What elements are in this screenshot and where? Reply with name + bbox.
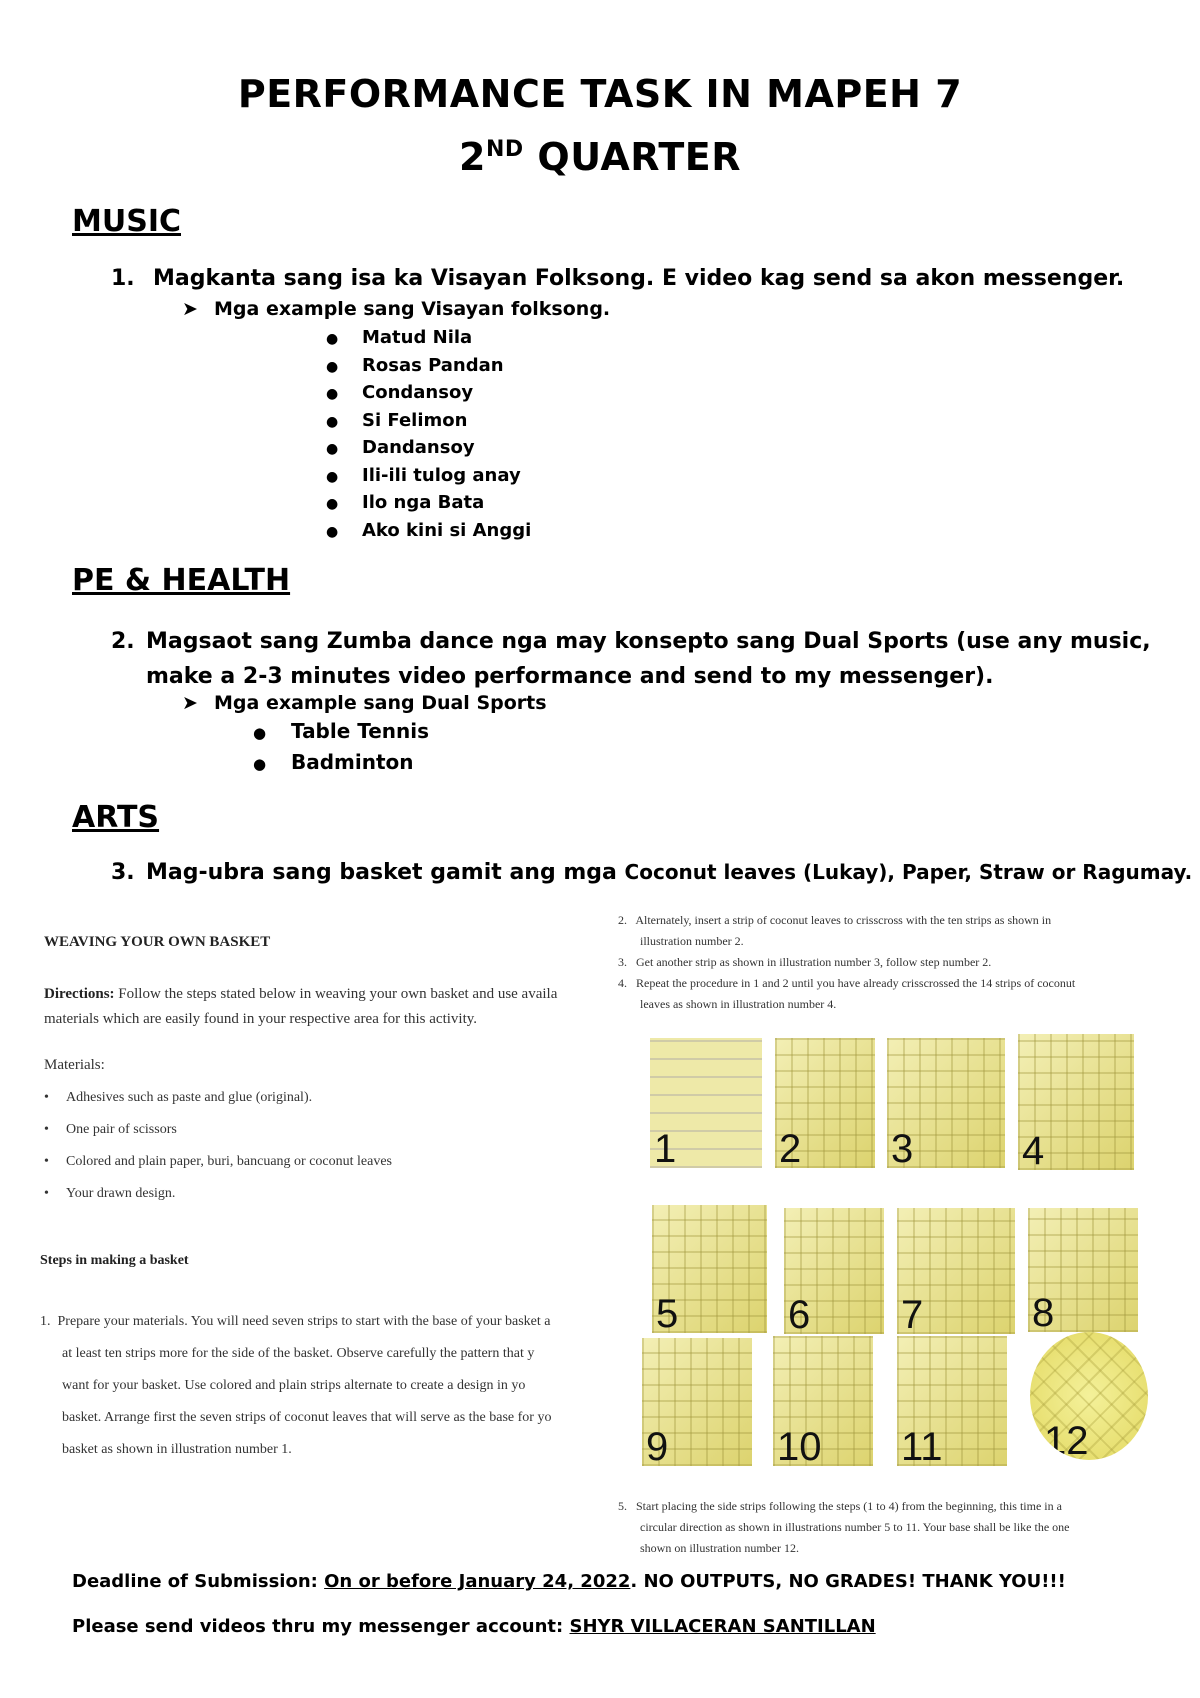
page-title: PERFORMANCE TASK IN MAPEH 7 [237,72,963,116]
list-item: ● Rosas Pandan [326,354,504,376]
arts-task: 3. Mag-ubra sang basket gamit ang mga Coconut leaves (Lukay), Paper, Straw or Ragumay. [111,860,1193,885]
list-item: ● Ako kini si Anggi [326,519,532,541]
page-subtitle: 2ND QUARTER [459,135,741,179]
illustration-8: 8 [1028,1208,1138,1332]
list-item: ● Dandansoy [326,437,475,458]
steps-label: Steps in making a basket [40,1253,189,1268]
list-item: • Colored and plain paper, buri, bancuang or coconut leaves [44,1154,392,1169]
illustration-6: 6 [784,1208,884,1334]
weaving-title: WEAVING YOUR OWN BASKET [44,934,271,950]
pe-health-heading: PE & HEALTH [72,563,291,598]
music-examples-label: ➤ Mga example sang Visayan folksong. [182,298,611,320]
pe-examples-label: ➤ Mga example sang Dual Sports [182,692,547,714]
arts-heading: ARTS [72,800,160,835]
song-list [326,327,531,547]
illustration-11: 11 [897,1336,1007,1466]
illustration-4: 4 [1018,1034,1134,1170]
list-item: ● Matud Nila [326,327,473,348]
illustration-12: 12 [1030,1332,1148,1460]
list-item: • Your drawn design. [44,1186,176,1201]
list-item: • One pair of scissors [44,1122,177,1137]
materials-list [44,1082,584,1210]
illustration-10: 10 [773,1336,873,1466]
materials-label: Materials: [44,1057,105,1073]
deadline-note: Deadline of Submission: On or before January 24, 2022. NO OUTPUTS, NO GRADES! THANK YOU!!! [72,1571,1066,1592]
weaving-directions: Directions: Follow the steps stated below in weaving your own basket and use availa materials which are easily found in your respective area for this activity. [44,986,558,1027]
list-item: ● Ili-ili tulog anay [326,464,521,486]
step-5: 5. Start placing the side strips following the steps (1 to 4) from the beginning, this time in a circular direction as shown in illustrations number 5 to 11. Your base shall be like the one shown on illustration number 12. [618,1499,1070,1555]
illustration-7: 7 [897,1208,1015,1334]
arrow-bullet-icon: ➤ [182,298,198,320]
illustration-3: 3 [887,1038,1005,1168]
arrow-bullet-icon: ➤ [182,692,198,714]
music-heading: MUSIC [72,204,181,239]
pe-task: 2. Magsaot sang Zumba dance nga may konsepto sang Dual Sports (use any music, make a 2-3 minutes video performance and send to my messenger). [111,629,1151,689]
list-item: ● Condansoy [326,382,474,403]
list-item: ● Table Tennis [253,719,430,743]
list-item: ● Badminton [253,750,414,774]
music-task: 1. Magkanta sang isa ka Visayan Folksong. E video kag send sa akon messenger. [111,266,1125,291]
steps-2-4: 2. Alternately, insert a strip of coconut leaves to crisscross with the ten strips as shown in illustration number 2. 3. Get another strip as shown in illustration number 3, follow step number 2. 4. Repeat the procedure in 1 and 2 until you have already crisscrossed the 14 strips of coconut leaves as shown in illustration number 4. [618,913,1076,1011]
illustration-2: 2 [775,1038,875,1168]
list-item: • Adhesives such as paste and glue (original). [44,1090,313,1105]
illustration-5: 5 [652,1205,767,1333]
illustration-1: 1 [650,1038,762,1168]
list-item: ● Ilo nga Bata [326,492,485,513]
step-1: 1. Prepare your materials. You will need seven strips to start with the base of your basket a at least ten strips more for the side of the basket. Observe carefully the pattern that y want for your basket. Use colored and plain strips alternate to create a design in yo basket. Arrange first the seven strips of coconut leaves that will serve as the base for yo basket as shown in illustration number 1. [40,1314,552,1457]
sports-list [253,719,429,781]
list-item: ● Si Felimon [326,409,468,431]
messenger-note: Please send videos thru my messenger account: SHYR VILLACERAN SANTILLAN [72,1616,876,1637]
illustration-9: 9 [642,1338,752,1466]
